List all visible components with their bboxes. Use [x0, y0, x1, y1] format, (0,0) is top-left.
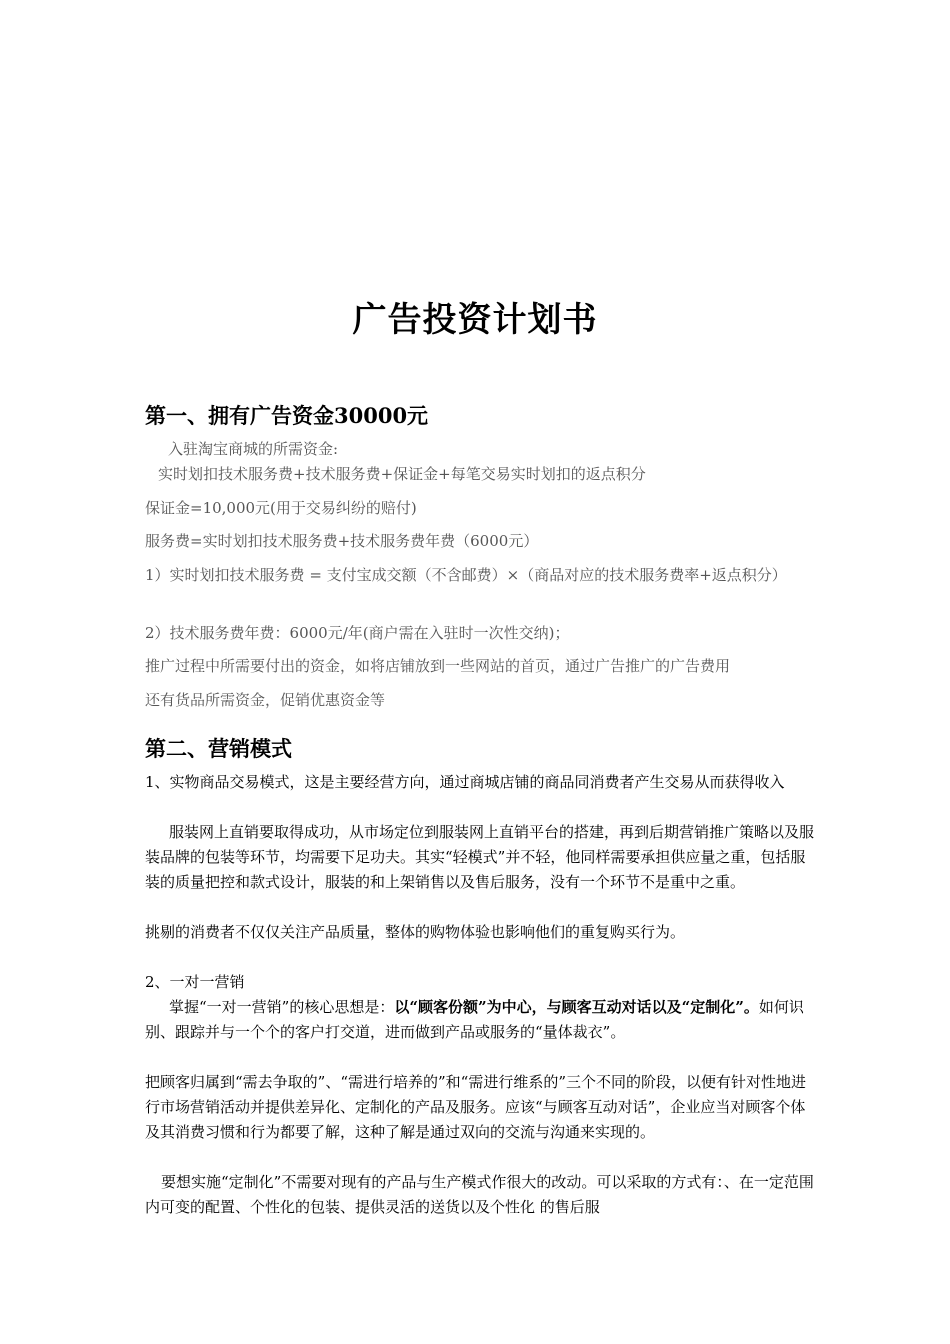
- section1-line-2: 实时划扣技术服务费+技术服务费+保证金+每笔交易实时划扣的返点积分: [158, 465, 646, 483]
- section2-paragraph-5: [145, 995, 815, 1045]
- document-title: 广告投资计划书: [352, 300, 598, 340]
- section2-paragraph-4: 2、一对一营销: [145, 973, 245, 991]
- section2-paragraph-3: 挑剔的消费者不仅仅关注产品质量，整体的购物体验也影响他们的重复购买行为。: [145, 923, 686, 941]
- section2-paragraph-7: 要想实施“定制化”不需要对现有的产品与生产模式作很大的改动。可以采取的方式有：、在一定范围内可变的配置、个性化的包装、提供灵活的送货以及个性化 的售后服: [145, 1173, 814, 1216]
- section2-heading: 第二、营销模式: [145, 736, 292, 761]
- paragraph-5-emphasis: 以“顾客份额”为中心，与顾客互动对话以及“定制化”。: [394, 998, 759, 1016]
- section1-line-6: 2）技术服务费年费：6000元/年(商户需在入驻时一次性交纳)；: [145, 624, 570, 642]
- section2-paragraph-2: 服装网上直销要取得成功，从市场定位到服装网上直销平台的搭建，再到后期营销推广策略以及服装品牌的包装等环节，均需要下足功夫。其实“轻模式”并不轻，他同样需要承担供应量之重，包括服装的质量把控和款式设计，服装的和上架销售以及售后服务，没有一个环节不是重中之重。: [145, 823, 815, 891]
- section1-line-8: 还有货品所需资金，促销优惠资金等: [145, 691, 386, 709]
- section2-paragraph-6: 把顾客归属到“需去争取的”、“需进行培养的”和“需进行维系的”三个不同的阶段，以便有针对性地进行市场营销活动并提供差异化、定制化的产品及服务。应该“与顾客互动对话”，企业应当对顾客个体及其消费习惯和行为都要了解，这种了解是通过双向的交流与沟通来实现的。: [145, 1073, 807, 1141]
- section1-line-3: 保证金=10,000元(用于交易纠纷的赔付): [145, 499, 417, 517]
- section1-line-7: 推广过程中所需要付出的资金，如将店铺放到一些网站的首页，通过广告推广的广告费用: [145, 657, 731, 675]
- section1-line-5: 1）实时划扣技术服务费 = 支付宝成交额（不含邮费）×（商品对应的技术服务费率+返点积分）: [145, 566, 787, 584]
- section2-paragraph-1: 1、实物商品交易模式，这是主要经营方向，通过商城店铺的商品同消费者产生交易从而获得收入: [145, 773, 785, 791]
- section1-heading: 第一、拥有广告资金30000元: [145, 403, 429, 428]
- section1-line-1: 入驻淘宝商城的所需资金:: [168, 440, 339, 458]
- paragraph-5-lead: 掌握“一对一营销”的核心思想是：: [169, 998, 395, 1016]
- paragraph-5-tail: 如何识别、跟踪并与一个个的客户打交道，进而做到产品或服务的“量体裁衣”。: [145, 998, 804, 1041]
- section1-line-4: 服务费=实时划扣技术服务费+技术服务费年费（6000元）: [145, 532, 539, 550]
